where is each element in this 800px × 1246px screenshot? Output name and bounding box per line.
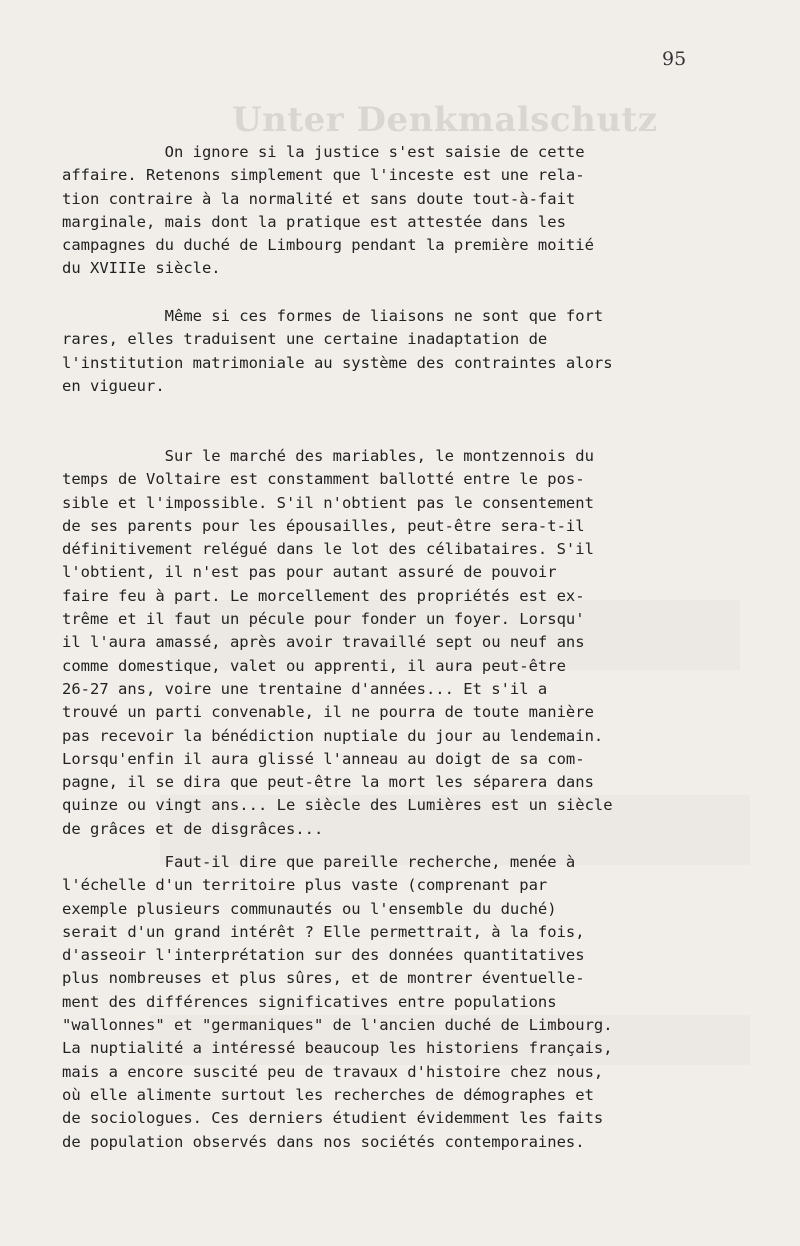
paragraph-marriage-market: Sur le marché des mariables, le montzennois du temps de Voltaire est constamment ballotté entre le pos- sible et l'impossible. S'il n'obtient pas le consentement de ses parents pour les épousailles, peut-être sera-t-il définitivement relégué dans le lot des célibataires. S'il l'obtient, il n'est pas pour autant assuré de pouvoir faire feu à part. Le morcellement des propriétés est ex- trême et il faut un pécule pour fonder un foyer. Lorsqu' il l'aura amassé, après avoir travaillé sept ou neuf ans comme domestique, valet ou apprenti, il aura peut-être 26-27 ans, voire une trentaine d'années... Et s'il a trouvé un parti convenable, il ne pourra de toute manière pas recevoir la bénédiction nuptiale du jour au lendemain. Lorsqu'enfin il aura glissé l'anneau au doigt de sa com- pagne, il se dira que peut-être la mort les séparera dans quinze ou vingt ans... Le siècle des Lumières est un siècle de grâces et de disgrâces... bbox=[62, 447, 613, 838]
paragraph-liaisons: Même si ces formes de liaisons ne sont que fort rares, elles traduisent une certaine inadaptation de l'institution matrimoniale au système des contraintes alors en vigueur. bbox=[62, 307, 613, 395]
paragraph-incest: On ignore si la justice s'est saisie de cette affaire. Retenons simplement que l'inceste est une rela- tion contraire à la normalité et sans doute tout-à-fait marginale, mais dont la pratique est attestée dans les campagnes du duché de Limbourg pendant la première moitié du XVIIIe siècle. bbox=[62, 143, 594, 278]
paragraph-research-outlook: Faut-il dire que pareille recherche, menée à l'échelle d'un territoire plus vaste (comprenant par exemple plusieurs communautés ou l'ensemble du duché) serait d'un grand intérêt ? Elle permettrait, à la fois, d'asseoir l'interprétation sur des données quantitatives plus nombreuses et plus sûres, et de montrer éventuelle- ment des différences significatives entre populations "wallonnes" et "germaniques" de l'ancien duché de Limbourg. La nuptialité a intéressé beaucoup les historiens français, mais a encore suscité peu de travaux d'histoire chez nous, où elle alimente surtout les recherches de démographes et de sociologues. Ces derniers étudient évidemment les faits de population observés dans nos sociétés contemporaines. bbox=[62, 853, 613, 1151]
page-number: 95 bbox=[662, 48, 687, 70]
bleed-through-heading: Unter Denkmalschutz bbox=[232, 100, 658, 140]
